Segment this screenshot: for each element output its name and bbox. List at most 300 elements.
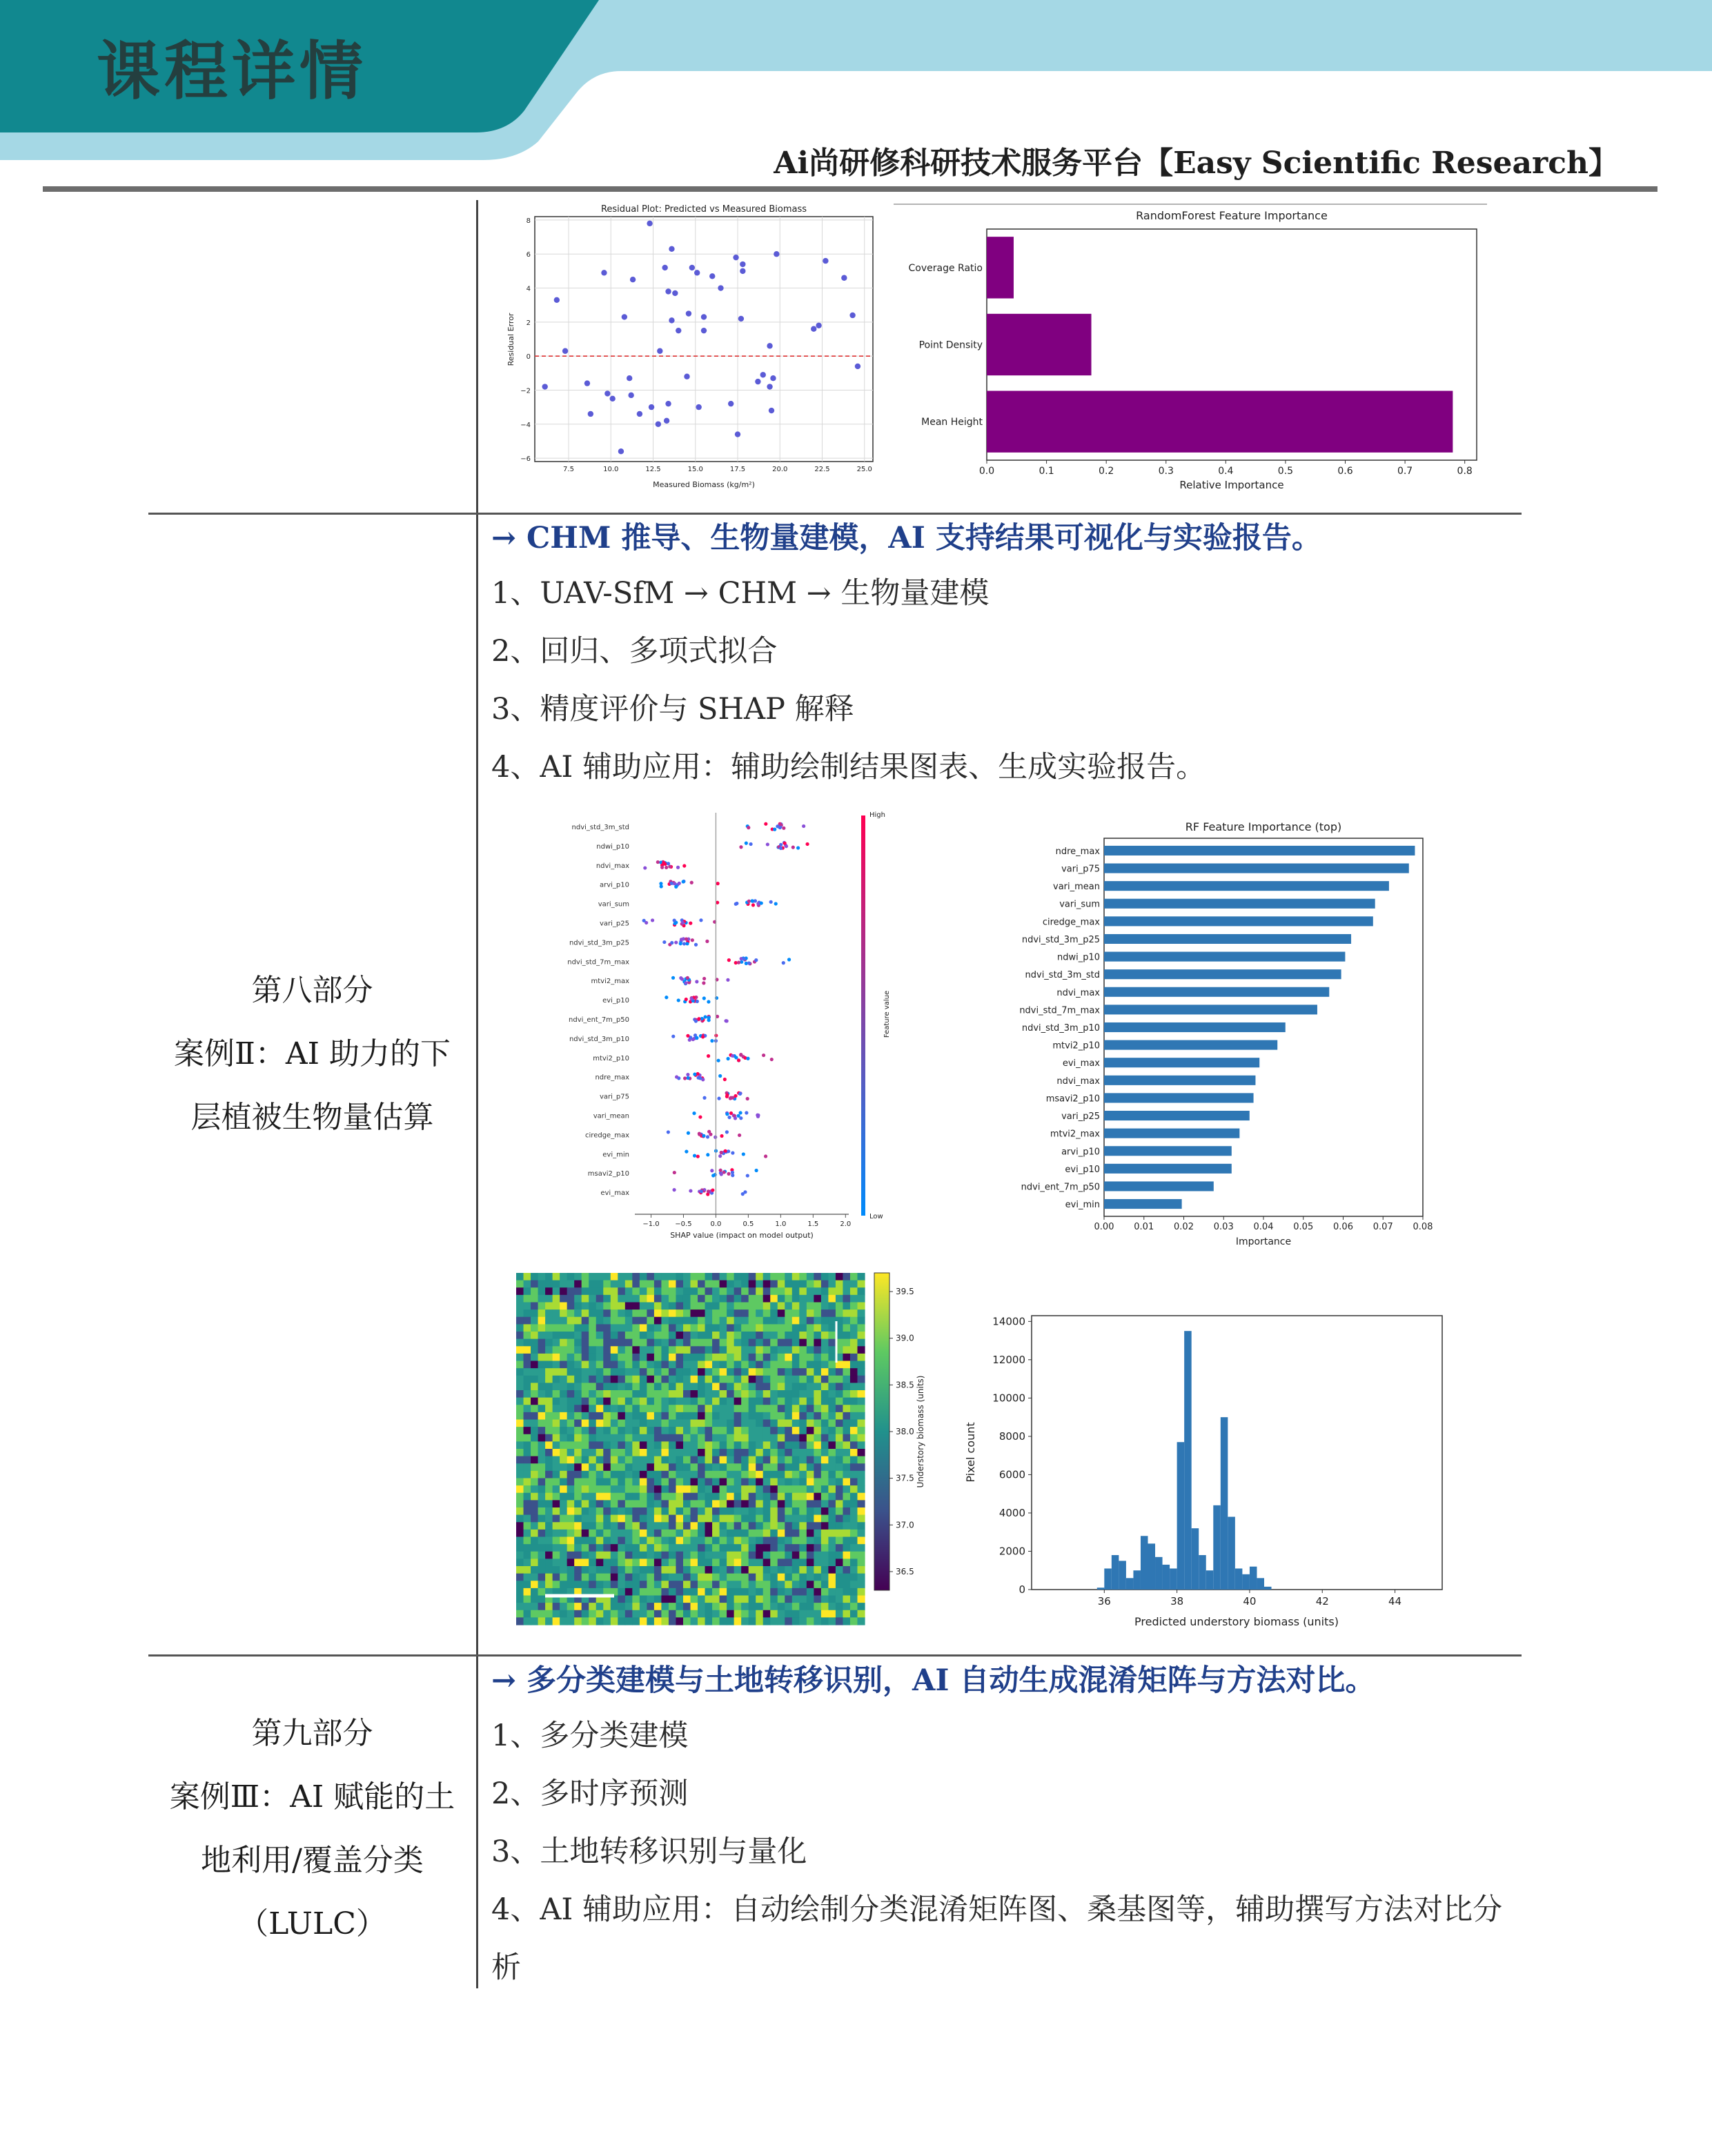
raster-cell xyxy=(792,1346,800,1354)
raster-cell xyxy=(836,1280,843,1288)
shap-point xyxy=(669,882,673,885)
raster-cell xyxy=(640,1471,647,1478)
raster-cell xyxy=(763,1295,771,1303)
raster-cell xyxy=(574,1603,582,1610)
raster-cell xyxy=(778,1383,785,1390)
raster-cell xyxy=(531,1332,538,1339)
shap-point xyxy=(710,1039,714,1042)
raster-cell xyxy=(763,1500,771,1507)
raster-cell xyxy=(611,1471,618,1478)
raster-cell xyxy=(785,1596,792,1603)
raster-cell xyxy=(828,1354,836,1361)
raster-cell xyxy=(850,1478,858,1486)
raster-cell xyxy=(538,1617,546,1625)
raster-cell xyxy=(560,1434,567,1442)
raster-cell xyxy=(857,1617,865,1625)
raster-cell xyxy=(857,1317,865,1325)
raster-cell xyxy=(814,1522,821,1530)
shap-point xyxy=(749,842,752,846)
raster-cell xyxy=(647,1354,654,1361)
raster-cell xyxy=(654,1449,662,1456)
shap-point xyxy=(739,845,742,849)
raster-cell xyxy=(531,1603,538,1610)
raster-cell xyxy=(843,1412,850,1420)
raster-cell xyxy=(545,1273,553,1280)
x-tick-label: −1.0 xyxy=(642,1220,660,1228)
raster-cell xyxy=(567,1449,575,1456)
raster-cell xyxy=(698,1376,705,1383)
raster-cell xyxy=(814,1376,821,1383)
raster-cell xyxy=(531,1273,538,1280)
raster-cell xyxy=(705,1420,713,1427)
raster-cell xyxy=(828,1295,836,1303)
raster-cell xyxy=(567,1420,575,1427)
shap-point xyxy=(719,1169,722,1172)
raster-cell xyxy=(618,1368,625,1376)
raster-cell xyxy=(574,1339,582,1347)
raster-cell xyxy=(734,1412,742,1420)
raster-cell xyxy=(611,1574,618,1581)
raster-cell xyxy=(720,1530,727,1537)
raster-cell xyxy=(676,1485,683,1493)
raster-cell xyxy=(531,1361,538,1369)
raster-cell xyxy=(661,1412,669,1420)
raster-cell xyxy=(720,1596,727,1603)
raster-cell xyxy=(640,1566,647,1574)
raster-cell xyxy=(676,1427,683,1434)
raster-cell xyxy=(611,1559,618,1566)
raster-cell xyxy=(625,1354,633,1361)
raster-cell xyxy=(524,1493,531,1501)
shap-point xyxy=(745,842,748,845)
raster-cell xyxy=(661,1449,669,1456)
raster-cell xyxy=(589,1332,596,1339)
raster-cell xyxy=(857,1566,865,1574)
raster-cell xyxy=(618,1515,625,1523)
raster-cell xyxy=(531,1552,538,1559)
raster-cell xyxy=(524,1441,531,1449)
raster-cell xyxy=(640,1463,647,1471)
raster-cell xyxy=(654,1596,662,1603)
raster-cell xyxy=(814,1485,821,1493)
raster-cell xyxy=(778,1610,785,1618)
raster-cell xyxy=(560,1493,567,1501)
raster-cell xyxy=(589,1441,596,1449)
raster-cell xyxy=(843,1405,850,1412)
x-tick-label: 12.5 xyxy=(645,466,661,473)
raster-cell xyxy=(654,1485,662,1493)
raster-cell xyxy=(531,1610,538,1618)
raster-cell xyxy=(596,1287,604,1295)
raster-cell xyxy=(553,1420,560,1427)
raster-cell xyxy=(611,1581,618,1588)
raster-cell xyxy=(611,1280,618,1288)
raster-cell xyxy=(850,1456,858,1464)
raster-cell xyxy=(807,1280,814,1288)
raster-cell xyxy=(524,1434,531,1442)
raster-cell xyxy=(589,1346,596,1354)
raster-cell xyxy=(516,1456,524,1464)
raster-cell xyxy=(531,1500,538,1507)
raster-cell xyxy=(814,1280,821,1288)
raster-cell xyxy=(698,1500,705,1507)
category-label: vari_p25 xyxy=(1061,1111,1100,1122)
histogram-bar xyxy=(1141,1536,1148,1590)
shap-point xyxy=(738,1092,742,1096)
raster-cell xyxy=(836,1544,843,1552)
raster-cell xyxy=(625,1566,633,1574)
raster-cell xyxy=(698,1581,705,1588)
raster-cell xyxy=(632,1574,640,1581)
raster-cell xyxy=(705,1287,713,1295)
raster-cell xyxy=(661,1398,669,1405)
raster-cell xyxy=(516,1463,524,1471)
y-tick-label: −4 xyxy=(520,421,531,429)
raster-cell xyxy=(843,1449,850,1456)
raster-cell xyxy=(807,1485,814,1493)
raster-cell xyxy=(516,1500,524,1507)
raster-cell xyxy=(763,1581,771,1588)
raster-cell xyxy=(632,1544,640,1552)
raster-cell xyxy=(843,1280,850,1288)
raster-cell xyxy=(792,1287,800,1295)
raster-cell xyxy=(676,1332,683,1339)
raster-cell xyxy=(603,1303,611,1310)
raster-cell xyxy=(516,1596,524,1603)
raster-cell xyxy=(560,1441,567,1449)
feature-label: arvi_p10 xyxy=(599,881,629,889)
shap-point xyxy=(656,860,660,864)
raster-cell xyxy=(843,1346,850,1354)
x-tick-label: 22.5 xyxy=(814,466,830,473)
raster-cell xyxy=(538,1354,546,1361)
raster-cell xyxy=(857,1273,865,1280)
raster-cell xyxy=(524,1354,531,1361)
raster-cell xyxy=(538,1309,546,1317)
raster-cell xyxy=(749,1368,756,1376)
raster-cell xyxy=(807,1412,814,1420)
raster-cell xyxy=(843,1361,850,1369)
raster-cell xyxy=(683,1456,691,1464)
raster-cell xyxy=(763,1368,771,1376)
raster-cell xyxy=(553,1309,560,1317)
raster-cell xyxy=(531,1390,538,1398)
raster-cell xyxy=(749,1420,756,1427)
raster-cell xyxy=(553,1493,560,1501)
raster-cell xyxy=(574,1456,582,1464)
raster-cell xyxy=(785,1280,792,1288)
importance-bar xyxy=(1104,1129,1239,1138)
raster-cell xyxy=(828,1603,836,1610)
raster-cell xyxy=(763,1507,771,1515)
raster-cell xyxy=(836,1603,843,1610)
raster-cell xyxy=(516,1324,524,1332)
raster-cell xyxy=(538,1287,546,1295)
raster-cell xyxy=(669,1559,676,1566)
category-label: arvi_p10 xyxy=(1061,1147,1100,1158)
data-point xyxy=(823,258,828,264)
raster-cell xyxy=(516,1434,524,1442)
raster-cell xyxy=(712,1368,720,1376)
raster-cell xyxy=(589,1354,596,1361)
shap-point xyxy=(720,1151,723,1154)
raster-cell xyxy=(821,1588,829,1596)
raster-cell xyxy=(770,1398,778,1405)
histogram-bar xyxy=(1170,1568,1177,1590)
raster-cell xyxy=(574,1522,582,1530)
raster-cell xyxy=(749,1309,756,1317)
shap-point xyxy=(762,1054,765,1057)
raster-cell xyxy=(603,1405,611,1412)
raster-cell xyxy=(720,1368,727,1376)
raster-cell xyxy=(763,1441,771,1449)
raster-cell xyxy=(741,1617,749,1625)
raster-cell xyxy=(749,1603,756,1610)
shap-point xyxy=(774,902,778,905)
raster-cell xyxy=(807,1441,814,1449)
category-label: ndvi_max xyxy=(1056,1076,1100,1087)
raster-cell xyxy=(705,1324,713,1332)
raster-cell xyxy=(770,1346,778,1354)
shap-point xyxy=(746,1097,749,1100)
raster-cell xyxy=(778,1287,785,1295)
raster-cell xyxy=(843,1617,850,1625)
raster-cell xyxy=(857,1507,865,1515)
raster-cell xyxy=(799,1273,807,1280)
raster-cell xyxy=(538,1485,546,1493)
raster-cell xyxy=(836,1273,843,1280)
importance-bar xyxy=(1104,1022,1286,1032)
raster-cell xyxy=(611,1390,618,1398)
raster-cell xyxy=(807,1309,814,1317)
raster-cell xyxy=(683,1617,691,1625)
raster-cell xyxy=(560,1566,567,1574)
raster-cell xyxy=(611,1463,618,1471)
raster-cell xyxy=(749,1596,756,1603)
raster-cell xyxy=(821,1537,829,1545)
shap-point xyxy=(727,1057,730,1060)
raster-cell xyxy=(814,1420,821,1427)
raster-cell xyxy=(807,1471,814,1478)
shap-point xyxy=(776,824,779,828)
raster-cell xyxy=(778,1552,785,1559)
raster-cell xyxy=(582,1581,589,1588)
raster-cell xyxy=(661,1493,669,1501)
raster-cell xyxy=(698,1522,705,1530)
raster-cell xyxy=(647,1617,654,1625)
raster-cell xyxy=(756,1515,763,1523)
raster-cell xyxy=(691,1376,698,1383)
raster-cell xyxy=(654,1303,662,1310)
x-axis-label: Relative Importance xyxy=(1179,479,1284,491)
raster-cell xyxy=(807,1368,814,1376)
raster-cell xyxy=(625,1309,633,1317)
shap-point xyxy=(651,918,654,922)
raster-cell xyxy=(654,1346,662,1354)
raster-cell xyxy=(676,1368,683,1376)
raster-cell xyxy=(596,1295,604,1303)
raster-cell xyxy=(574,1485,582,1493)
raster-cell xyxy=(814,1574,821,1581)
raster-cell xyxy=(647,1507,654,1515)
raster-cell xyxy=(683,1485,691,1493)
raster-cell xyxy=(611,1515,618,1523)
raster-cell xyxy=(647,1449,654,1456)
raster-cell xyxy=(669,1485,676,1493)
raster-cell xyxy=(712,1537,720,1545)
raster-cell xyxy=(661,1485,669,1493)
histogram-bar xyxy=(1097,1588,1105,1590)
x-tick-label: 0.5 xyxy=(1277,466,1294,477)
raster-cell xyxy=(567,1544,575,1552)
raster-cell xyxy=(720,1537,727,1545)
raster-cell xyxy=(618,1317,625,1325)
raster-cell xyxy=(531,1530,538,1537)
raster-cell xyxy=(698,1332,705,1339)
raster-cell xyxy=(734,1390,742,1398)
raster-cell xyxy=(814,1552,821,1559)
colorbar-high-label: High xyxy=(869,811,885,819)
shap-point xyxy=(679,942,682,945)
raster-cell xyxy=(632,1552,640,1559)
raster-cell xyxy=(524,1463,531,1471)
raster-cell xyxy=(785,1507,792,1515)
raster-cell xyxy=(596,1427,604,1434)
raster-cell xyxy=(850,1427,858,1434)
raster-cell xyxy=(698,1552,705,1559)
raster-cell xyxy=(727,1552,734,1559)
raster-cell xyxy=(749,1383,756,1390)
raster-cell xyxy=(545,1522,553,1530)
raster-cell xyxy=(524,1332,531,1339)
raster-cell xyxy=(676,1588,683,1596)
x-tick-label: 0.04 xyxy=(1253,1222,1274,1232)
raster-cell xyxy=(763,1287,771,1295)
raster-cell xyxy=(749,1434,756,1442)
shap-point xyxy=(686,1073,689,1076)
raster-cell xyxy=(799,1581,807,1588)
raster-cell xyxy=(857,1303,865,1310)
raster-cell xyxy=(727,1574,734,1581)
raster-cell xyxy=(705,1361,713,1369)
raster-cell xyxy=(625,1581,633,1588)
shap-point xyxy=(675,1075,678,1078)
raster-cell xyxy=(618,1295,625,1303)
raster-cell xyxy=(560,1559,567,1566)
raster-cell xyxy=(821,1346,829,1354)
shap-point xyxy=(693,1154,696,1158)
raster-cell xyxy=(850,1303,858,1310)
raster-cell xyxy=(596,1537,604,1545)
raster-cell xyxy=(770,1544,778,1552)
raster-cell xyxy=(814,1427,821,1434)
raster-cell xyxy=(785,1376,792,1383)
raster-cell xyxy=(516,1566,524,1574)
raster-cell xyxy=(603,1383,611,1390)
raster-cell xyxy=(799,1522,807,1530)
raster-cell xyxy=(582,1303,589,1310)
raster-cell xyxy=(712,1485,720,1493)
raster-cell xyxy=(560,1485,567,1493)
raster-cell xyxy=(828,1552,836,1559)
raster-cell xyxy=(770,1463,778,1471)
raster-cell xyxy=(785,1368,792,1376)
feature-label: vari_sum xyxy=(598,900,629,909)
importance-bar xyxy=(1104,1093,1254,1102)
raster-cell xyxy=(778,1471,785,1478)
shap-point xyxy=(802,824,805,828)
raster-cell xyxy=(807,1552,814,1559)
raster-cell xyxy=(618,1610,625,1618)
raster-cell xyxy=(741,1507,749,1515)
raster-cell xyxy=(799,1515,807,1523)
raster-cell xyxy=(763,1559,771,1566)
raster-cell xyxy=(654,1603,662,1610)
raster-cell xyxy=(705,1280,713,1288)
raster-cell xyxy=(821,1427,829,1434)
raster-cell xyxy=(661,1566,669,1574)
raster-cell xyxy=(705,1354,713,1361)
raster-cell xyxy=(516,1346,524,1354)
raster-cell xyxy=(785,1478,792,1486)
raster-cell xyxy=(654,1544,662,1552)
raster-cell xyxy=(712,1552,720,1559)
raster-cell xyxy=(625,1574,633,1581)
raster-cell xyxy=(799,1456,807,1464)
raster-cell xyxy=(516,1515,524,1523)
raster-cell xyxy=(770,1478,778,1486)
raster-cell xyxy=(538,1530,546,1537)
raster-cell xyxy=(857,1537,865,1545)
raster-cell xyxy=(843,1537,850,1545)
raster-cell xyxy=(661,1287,669,1295)
shap-point xyxy=(725,1094,729,1097)
data-point xyxy=(542,384,548,389)
raster-cell xyxy=(669,1361,676,1369)
x-tick-label: 0.5 xyxy=(742,1220,754,1228)
raster-cell xyxy=(821,1544,829,1552)
raster-cell xyxy=(531,1368,538,1376)
raster-cell xyxy=(785,1588,792,1596)
importance-bar xyxy=(1104,899,1375,909)
raster-cell xyxy=(712,1471,720,1478)
raster-cell xyxy=(625,1507,633,1515)
raster-cell xyxy=(582,1287,589,1295)
raster-cell xyxy=(792,1566,800,1574)
raster-cell xyxy=(618,1405,625,1412)
data-point xyxy=(627,375,632,381)
histogram-bar xyxy=(1184,1331,1192,1590)
raster-cell xyxy=(807,1295,814,1303)
raster-cell xyxy=(647,1515,654,1523)
raster-cell xyxy=(691,1493,698,1501)
shap-point xyxy=(692,1111,696,1115)
raster-cell xyxy=(647,1390,654,1398)
raster-cell xyxy=(785,1544,792,1552)
shap-point xyxy=(693,1073,696,1076)
shap-point xyxy=(787,958,791,961)
category-label: mtvi2_max xyxy=(1050,1129,1100,1140)
raster-cell xyxy=(843,1295,850,1303)
raster-cell xyxy=(828,1280,836,1288)
x-tick-label: 7.5 xyxy=(563,466,574,473)
raster-cell xyxy=(850,1420,858,1427)
raster-cell xyxy=(741,1581,749,1588)
raster-cell xyxy=(611,1309,618,1317)
importance-bar xyxy=(1104,1146,1232,1156)
shap-point xyxy=(698,1076,702,1080)
raster-cell xyxy=(770,1566,778,1574)
